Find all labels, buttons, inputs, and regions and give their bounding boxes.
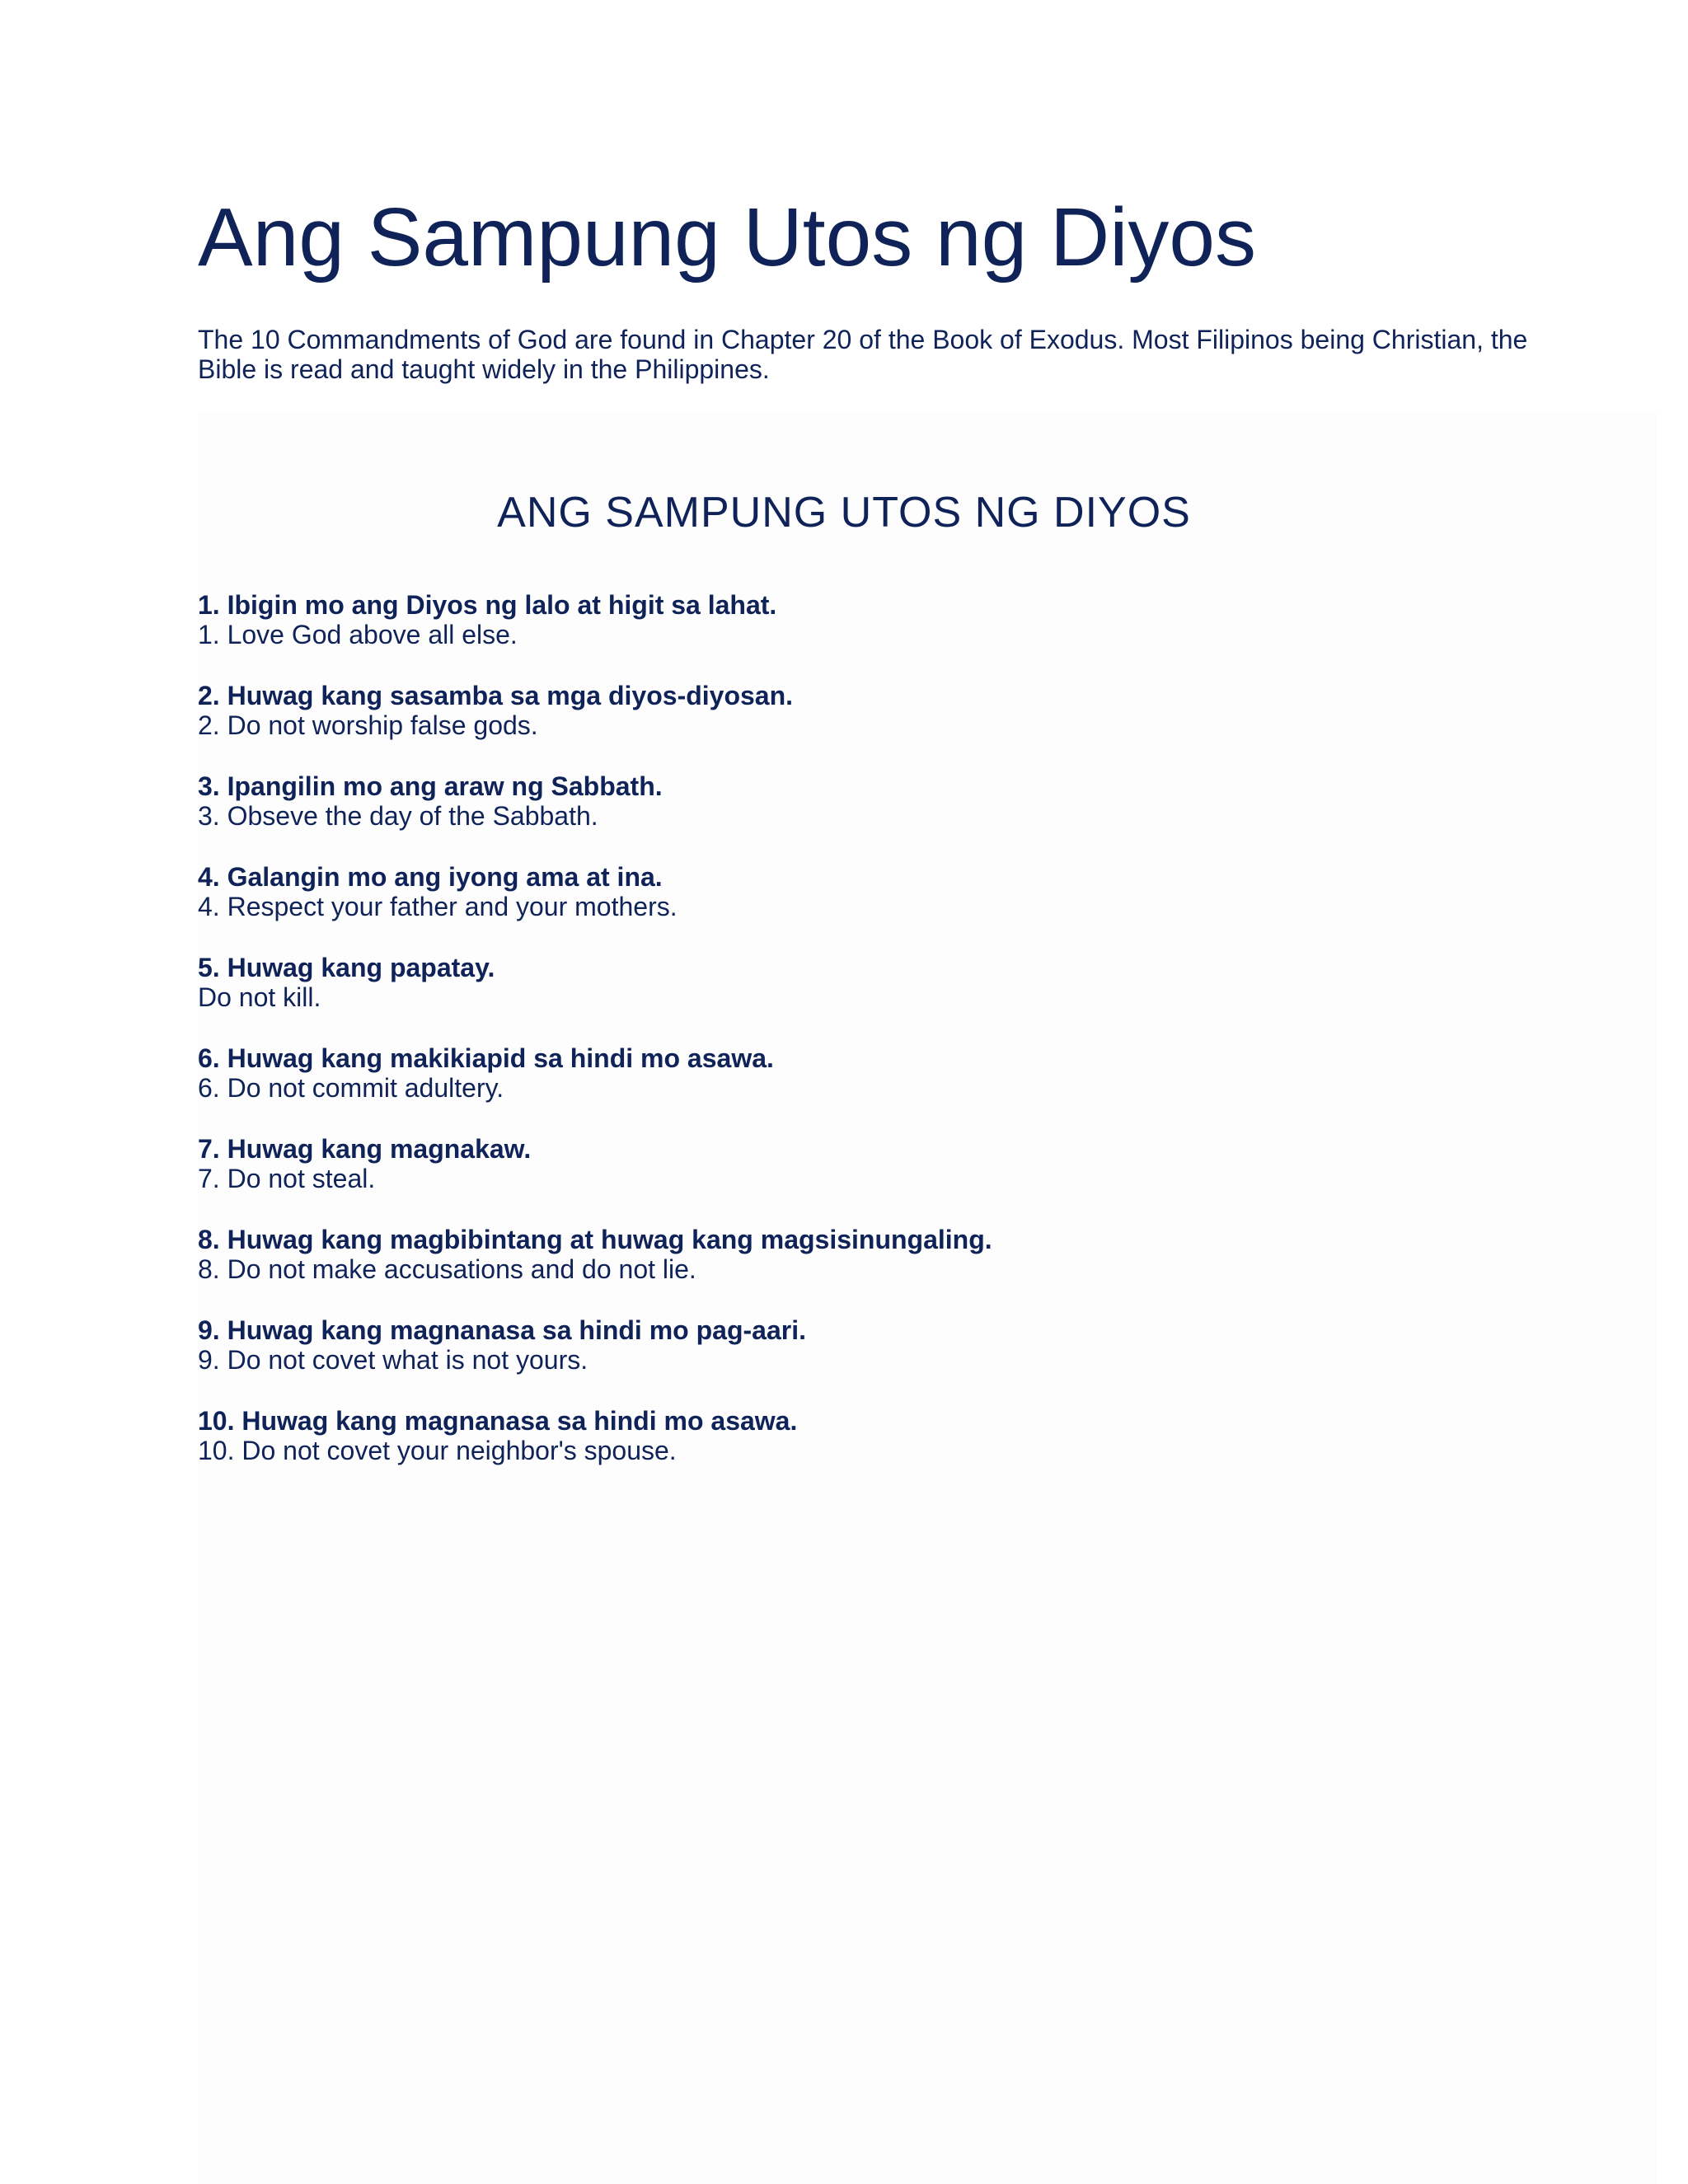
commandment-item-8: [198, 1225, 1517, 1315]
commandment-tagalog: 10. Huwag kang magnanasa sa hindi mo asawa.: [198, 1406, 798, 1436]
intro-paragraph: The 10 Commandments of God are found in Chapter 20 of the Book of Exodus. Most Filipinos being Christian, the Bible is read and taught widely in the Philippines.: [198, 325, 1528, 384]
commandment-tagalog: 7. Huwag kang magnakaw.: [198, 1134, 532, 1164]
commandment-tagalog: 4. Galangin mo ang iyong ama at ina.: [198, 862, 663, 892]
commandment-item-7: [198, 1134, 1517, 1225]
commandment-english: Do not kill.: [198, 982, 321, 1012]
commandment-tagalog: 1. Ibigin mo ang Diyos ng lalo at higit sa lahat.: [198, 590, 777, 620]
commandment-item-5: [198, 953, 1517, 1043]
commandment-item-4: [198, 862, 1517, 953]
commandment-english: 4. Respect your father and your mothers.: [198, 892, 678, 921]
commandment-english: 6. Do not commit adultery.: [198, 1073, 504, 1103]
commandments-list: [198, 590, 1517, 1497]
commandment-english: 7. Do not steal.: [198, 1164, 376, 1193]
commandment-english: 9. Do not covet what is not yours.: [198, 1345, 588, 1375]
commandment-english: 3. Obseve the day of the Sabbath.: [198, 801, 598, 831]
commandment-item-2: [198, 681, 1517, 771]
list-heading: ANG SAMPUNG UTOS NG DIYOS: [497, 489, 1191, 537]
commandment-english: 1. Love God above all else.: [198, 620, 518, 649]
commandment-tagalog: 9. Huwag kang magnanasa sa hindi mo pag-aari.: [198, 1315, 806, 1345]
commandment-tagalog: 3. Ipangilin mo ang araw ng Sabbath.: [198, 771, 663, 801]
commandment-item-9: [198, 1315, 1517, 1406]
page-title: Ang Sampung Utos ng Diyos: [198, 191, 1257, 284]
commandment-tagalog: 6. Huwag kang makikiapid sa hindi mo asawa.: [198, 1043, 774, 1073]
commandment-tagalog: 2. Huwag kang sasamba sa mga diyos-diyosan.: [198, 681, 794, 710]
commandment-item-1: [198, 590, 1517, 681]
commandment-item-3: [198, 771, 1517, 862]
commandment-english: 10. Do not covet your neighbor's spouse.: [198, 1436, 677, 1465]
commandment-english: 8. Do not make accusations and do not lie.: [198, 1254, 696, 1284]
commandment-item-10: [198, 1406, 1517, 1497]
commandment-item-6: [198, 1043, 1517, 1134]
commandment-english: 2. Do not worship false gods.: [198, 710, 538, 740]
commandment-tagalog: 8. Huwag kang magbibintang at huwag kang magsisinungaling.: [198, 1225, 992, 1254]
commandment-tagalog: 5. Huwag kang papatay.: [198, 953, 495, 982]
